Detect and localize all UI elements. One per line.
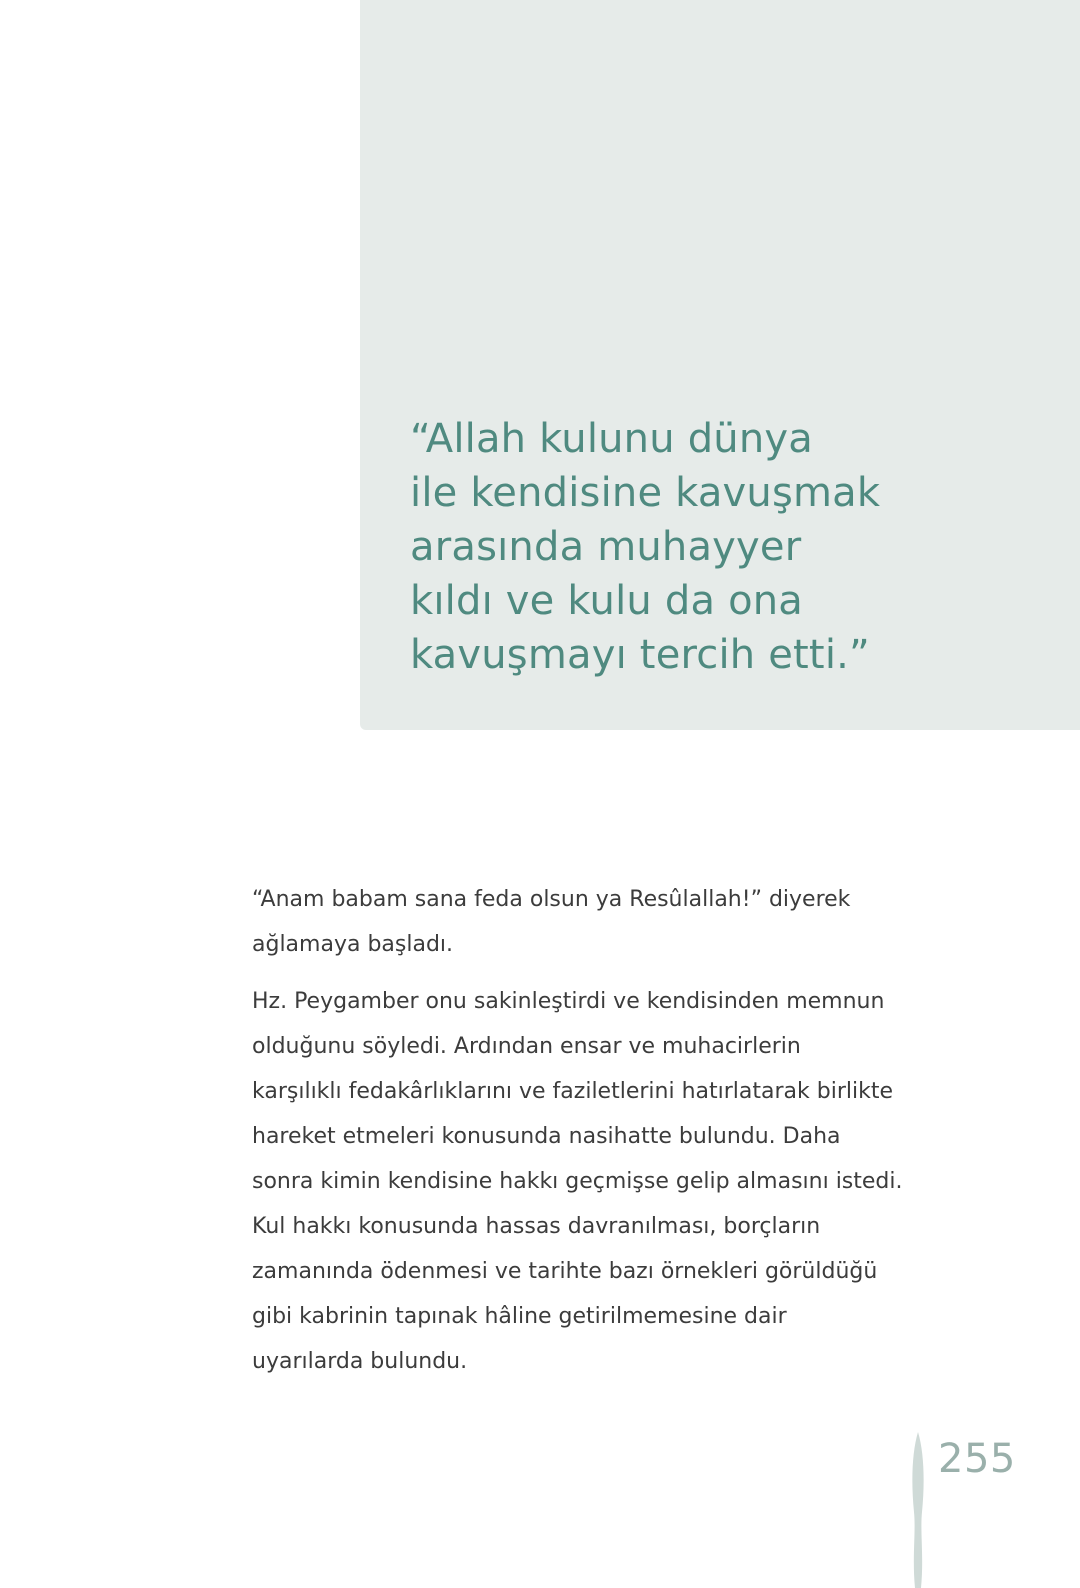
text-line: olduğunu söyledi. Ardından ensar ve muhacirlerin xyxy=(252,1034,801,1059)
quote-line: “Allah kulunu dünya xyxy=(410,416,813,462)
text-line: uyarılarda bulundu. xyxy=(252,1349,468,1374)
body-text xyxy=(252,877,912,1396)
pull-quote xyxy=(410,412,970,682)
text-line: Kul hakkı konusunda hassas davranılması, borçların xyxy=(252,1214,821,1239)
text-line: sonra kimin kendisine hakkı geçmişse gelip almasını istedi. xyxy=(252,1169,903,1194)
text-line: hareket etmeleri konusunda nasihatte bulundu. Daha xyxy=(252,1124,841,1149)
text-line: Hz. Peygamber onu sakinleştirdi ve kendisinden memnun xyxy=(252,989,885,1014)
text-line: karşılıklı fedakârlıklarını ve faziletlerini hatırlatarak birlikte xyxy=(252,1079,893,1104)
text-line: zamanında ödenmesi ve tarihte bazı örnekleri görüldüğü xyxy=(252,1259,878,1284)
paragraph xyxy=(252,979,912,1384)
page-ribbon-ornament xyxy=(908,1432,928,1588)
quote-line: ile kendisine kavuşmak xyxy=(410,470,881,516)
text-line: ağlamaya başladı. xyxy=(252,932,454,957)
paragraph xyxy=(252,877,912,967)
text-line: “Anam babam sana feda olsun ya Resûlallah!” diyerek xyxy=(252,887,851,912)
quote-line: kavuşmayı tercih etti.” xyxy=(410,632,870,678)
page-number: 255 xyxy=(938,1436,1016,1482)
quote-line: arasında muhayyer xyxy=(410,524,802,570)
quote-line: kıldı ve kulu da ona xyxy=(410,578,804,624)
text-line: gibi kabrinin tapınak hâline getirilmemesine dair xyxy=(252,1304,787,1329)
